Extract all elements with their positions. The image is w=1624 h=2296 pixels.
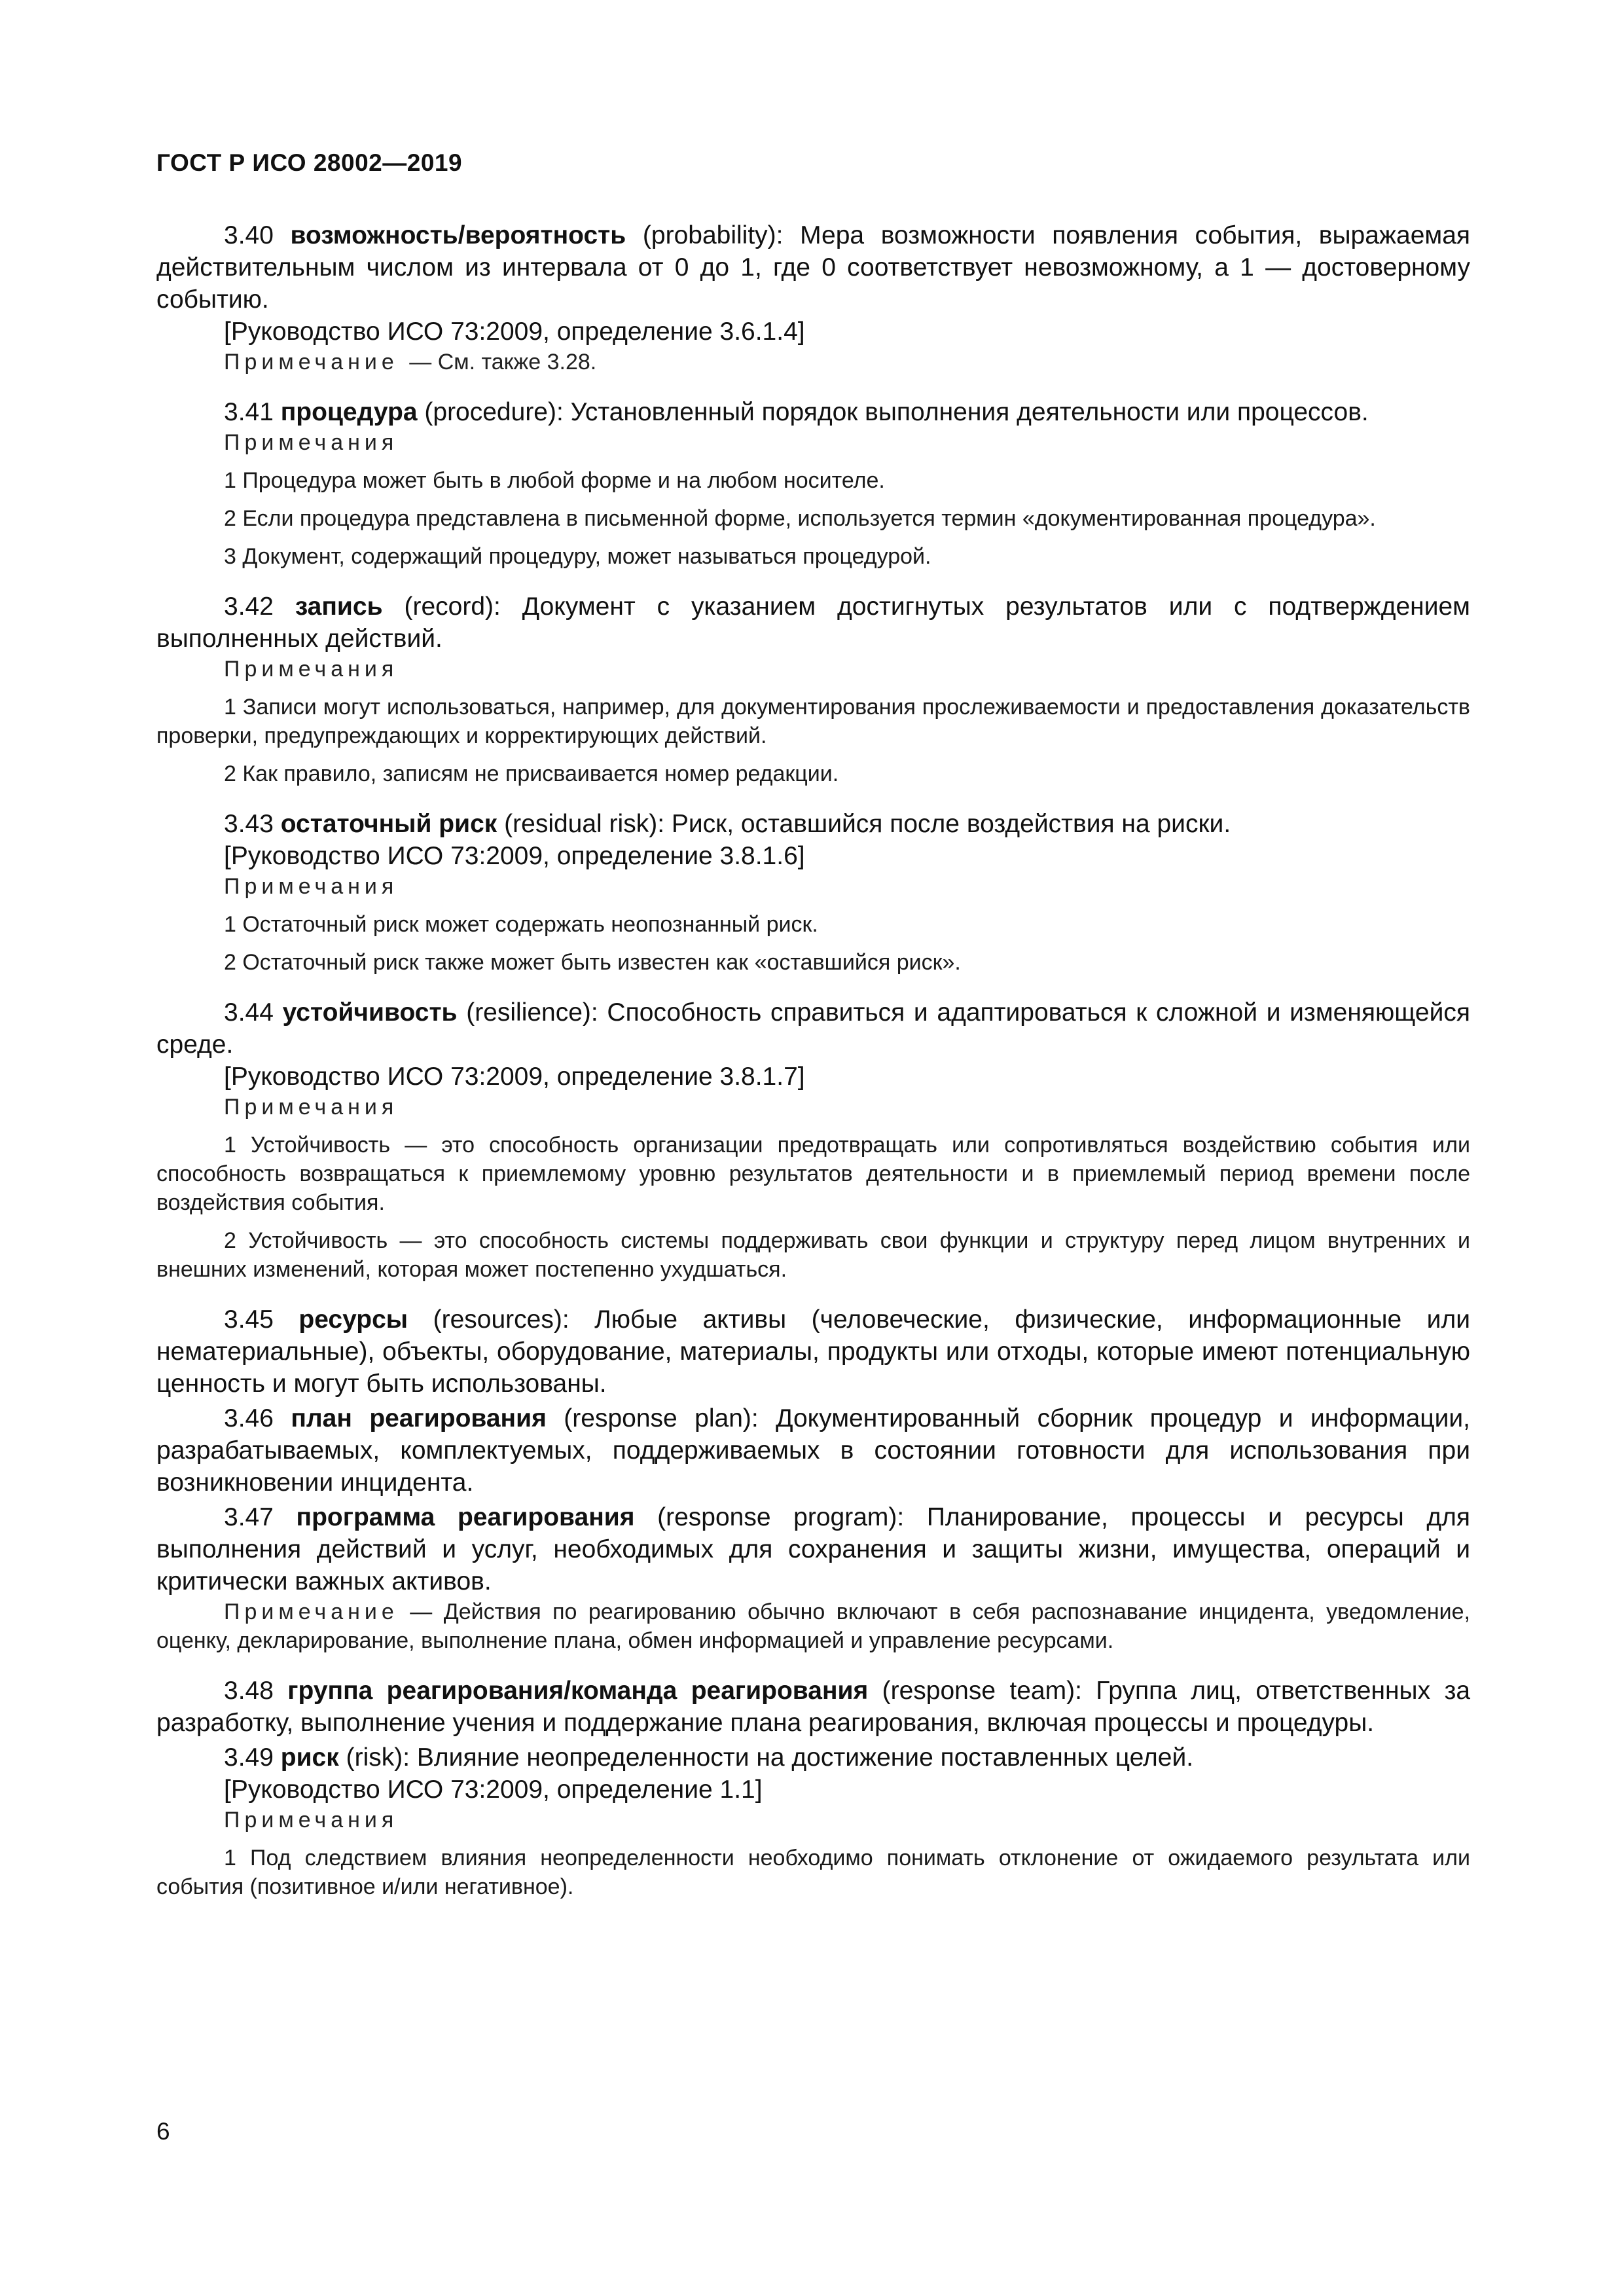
term-definition: (probability): Мера возможности появления события, выражаемая действительным числом из интервала от 0 до 1, где 0 соответствует невозможному, а 1 — достоверному событию.: [156, 221, 1471, 314]
note-label: Примечание: [224, 1599, 399, 1624]
term-name: возможность/вероятность: [290, 221, 626, 249]
note-item: 1 Процедура может быть в любой форме и на любом носителе.: [224, 468, 885, 493]
term-3-49: [156, 1741, 1470, 1774]
note-item: 2 Устойчивость — это способность системы поддерживать свои функции и структуру перед лицом внутренних и внешних изменений, которая может постепенно ухудшаться.: [156, 1228, 1470, 1282]
term-number: 3.49: [224, 1743, 274, 1772]
document-header: ГОСТ Р ИСО 28002—2019: [156, 149, 463, 176]
note-text: — Действия по реагированию обычно включают в себя распознавание инцидента, уведомление, оценку, декларирование, выполнение плана, обмен информацией и управление ресурсами.: [156, 1599, 1471, 1653]
term-number: 3.41: [224, 398, 274, 426]
term-name: план реагирования: [291, 1404, 547, 1432]
term-source: [Руководство ИСО 73:2009, определение 3.8.1.7]: [224, 1063, 805, 1091]
term-3-42: [156, 591, 1470, 655]
note-item: 2 Если процедура представлена в письменной форме, используется термин «документированная процедура».: [224, 506, 1376, 531]
term-definition: (risk): Влияние неопределенности на достижение поставленных целей.: [346, 1743, 1194, 1772]
term-3-48: [156, 1675, 1470, 1739]
note-item: 1 Записи могут использоваться, например, для документирования прослеживаемости и предоставления доказательств проверки, предупреждающих и корректирующих действий.: [156, 695, 1470, 748]
notes-label: Примечания: [224, 657, 399, 682]
term-number: 3.44: [224, 998, 274, 1027]
term-source: [Руководство ИСО 73:2009, определение 3.6.1.4]: [224, 318, 805, 346]
term-name: запись: [295, 592, 383, 621]
term-name: остаточный риск: [280, 810, 497, 838]
term-number: 3.42: [224, 592, 274, 621]
term-3-40: [156, 219, 1470, 316]
term-definition: (response program): Планирование, процессы и ресурсы для выполнения действий и услуг, необходимых для сохранения и защиты жизни, имущества, операций и критически важных активов.: [156, 1503, 1470, 1595]
term-definition: (residual risk): Риск, оставшийся после воздействия на риски.: [504, 810, 1231, 838]
notes-label: Примечания: [224, 1808, 399, 1832]
notes-label: Примечания: [224, 430, 399, 455]
note-item: 1 Остаточный риск может содержать неопознанный риск.: [224, 912, 818, 937]
term-3-46: [156, 1402, 1470, 1499]
term-3-47: [156, 1501, 1470, 1597]
term-3-41: [156, 396, 1470, 428]
note-item: 2 Как правило, записям не присваивается номер редакции.: [224, 761, 839, 786]
term-name: процедура: [280, 398, 418, 426]
term-definition: (response plan): Документированный сборник процедур и информации, разрабатываемых, комплектуемых, поддерживаемых в состоянии готовности для использования при возникновении инцидента.: [156, 1404, 1471, 1497]
term-3-44: [156, 996, 1470, 1061]
note-item: 3 Документ, содержащий процедуру, может называться процедурой.: [224, 544, 931, 569]
term-number: 3.48: [224, 1677, 274, 1705]
note-item: 1 Под следствием влияния неопределенности необходимо понимать отклонение от ожидаемого результата или события (позитивное и/или негативное).: [156, 1846, 1470, 1899]
document-body: [156, 219, 1470, 1901]
term-number: 3.45: [224, 1305, 274, 1334]
term-number: 3.47: [224, 1503, 274, 1531]
note-item: 2 Остаточный риск также может быть известен как «оставшийся риск».: [224, 950, 961, 975]
term-name: группа реагирования/команда реагирования: [287, 1677, 869, 1705]
term-3-45: [156, 1303, 1470, 1400]
term-3-43: [156, 808, 1470, 840]
term-number: 3.46: [224, 1404, 274, 1432]
term-definition: (resilience): Способность справиться и адаптироваться к сложной и изменяющейся среде.: [156, 998, 1470, 1059]
term-name: ресурсы: [298, 1305, 408, 1334]
page-number: 6: [156, 2118, 170, 2145]
note-label: Примечание: [224, 350, 399, 374]
term-source: [Руководство ИСО 73:2009, определение 3.8.1.6]: [224, 842, 805, 870]
term-name: риск: [280, 1743, 339, 1772]
notes-label: Примечания: [224, 1095, 399, 1120]
term-source: [Руководство ИСО 73:2009, определение 1.1]: [224, 1776, 763, 1804]
term-definition: (response team): Группа лиц, ответственных за разработку, выполнение учения и поддержание плана реагирования, включая процессы и процедуры.: [156, 1677, 1471, 1737]
term-definition: (record): Документ с указанием достигнутых результатов или с подтверждением выполненных действий.: [156, 592, 1470, 653]
note-item: 1 Устойчивость — это способность организации предотвращать или сопротивляться воздействию события или способность возвращаться к приемлемому уровню результатов деятельности и в приемлемый период времени после воздействия события.: [156, 1133, 1470, 1215]
term-name: программа реагирования: [296, 1503, 635, 1531]
term-name: устойчивость: [282, 998, 458, 1027]
term-definition: (resources): Любые активы (человеческие, физические, информационные или нематериальные), объекты, оборудование, материалы, продукты или отходы, которые имеют потенциальную ценность и могут быть использованы.: [156, 1305, 1470, 1398]
term-definition: (procedure): Установленный порядок выполнения деятельности или процессов.: [424, 398, 1369, 426]
note-block: [156, 348, 1470, 376]
term-number: 3.43: [224, 810, 274, 838]
note-text: — См. также 3.28.: [409, 350, 597, 374]
notes-label: Примечания: [224, 874, 399, 899]
term-number: 3.40: [224, 221, 274, 249]
note-block: [156, 1597, 1470, 1655]
